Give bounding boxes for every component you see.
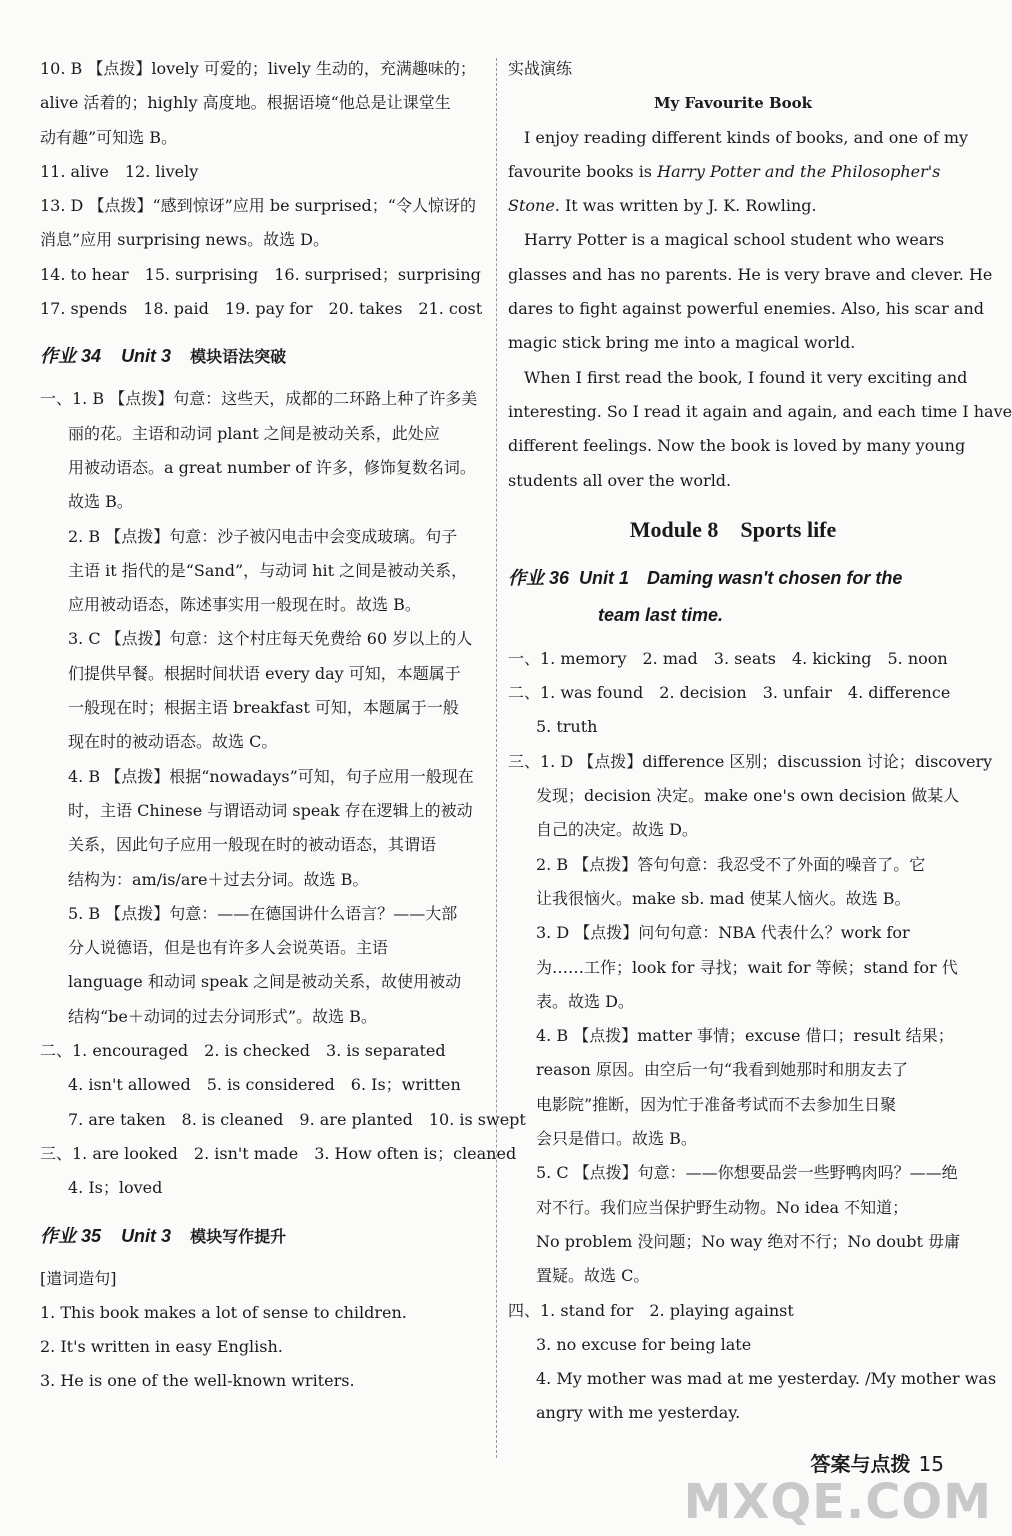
- answer-line: 现在时的被动语态。故选 C。: [68, 732, 278, 752]
- answer-line: 结构“be＋动词的过去分词形式”。故选 B。: [68, 1006, 377, 1026]
- answer-line: 4. isn't allowed 5. is considered 6. Is；written: [68, 1075, 461, 1095]
- answer-line: 一、1. B 【点拨】句意：这些天，成都的二环路上种了许多美: [40, 389, 478, 409]
- essay-paragraph: [508, 121, 969, 224]
- answer-line: 14. to hear 15. surprising 16. surprised；surprising: [40, 264, 481, 284]
- essay-line: When I first read the book, I found it very exciting and: [508, 367, 968, 387]
- answer-line: No problem 没问题；No way 绝对不行；No doubt 毋庸: [536, 1231, 961, 1251]
- answer-line: 一、1. memory 2. mad 3. seats 4. kicking 5. noon: [508, 648, 948, 668]
- page-footer: [811, 1448, 944, 1477]
- answer-line: 会只是借口。故选 B。: [536, 1129, 697, 1149]
- essay-line: I enjoy reading different kinds of books, and one of my: [508, 127, 969, 147]
- answer-block-34: [40, 382, 526, 1205]
- answer-line: reason 原因。由空后一句“我看到她那时和朋友去了: [536, 1060, 909, 1080]
- answer-line: 2. B 【点拨】答句句意：我忍受不了外面的噪音了。它: [536, 854, 926, 874]
- essay-line: different feelings. Now the book is loved by many young: [508, 436, 966, 456]
- essay-line: favourite books is Harry Potter and the Philosopher's: [508, 161, 941, 181]
- essay-line: students all over the world.: [508, 470, 732, 490]
- answer-line: 结构为：am/is/are＋过去分词。故选 B。: [68, 869, 369, 889]
- answer-line: angry with me yesterday.: [536, 1403, 741, 1423]
- answer-line: 二、1. encouraged 2. is checked 3. is separated: [40, 1041, 446, 1061]
- answer-line: 表。故选 D。: [536, 991, 634, 1011]
- answer-line: 自己的决定。故选 D。: [536, 820, 698, 840]
- answer-line: 4. Is；loved: [68, 1178, 163, 1198]
- essay-paragraph: [508, 361, 1012, 498]
- answer-line: language 和动词 speak 之间是被动关系，故使用被动: [68, 972, 462, 992]
- page-number: 15: [918, 1452, 944, 1476]
- homework-34-heading: 作业 34 Unit 3 模块语法突破: [40, 346, 287, 367]
- answer-line: 四、1. stand for 2. playing against: [508, 1300, 794, 1320]
- sentence-line: 2. It's written in easy English.: [40, 1337, 283, 1357]
- homework-35-heading: 作业 35 Unit 3 模块写作提升: [40, 1225, 287, 1246]
- module-title: Module 8 Sports life: [629, 516, 837, 542]
- answer-line: 消息”应用 surprising news。故选 D。: [40, 230, 329, 250]
- answer-block-35: [40, 1262, 488, 1399]
- essay-line: magic stick bring me into a magical world.: [508, 333, 856, 353]
- essay-line: interesting. So I read it again and again, and each time I have: [508, 401, 1012, 421]
- answer-line: 3. D 【点拨】问句句意：NBA 代表什么？work for: [536, 923, 910, 943]
- answer-line: 5. truth: [536, 717, 598, 737]
- answer-line: 4. B 【点拨】根据“nowadays”可知，句子应用一般现在: [68, 766, 474, 786]
- answer-line: 让我很恼火。make sb. mad 使某人恼火。故选 B。: [536, 888, 911, 908]
- essay-paragraph: [508, 223, 993, 360]
- essay-line: Harry Potter is a magical school student who wears: [508, 230, 945, 250]
- answer-line: 10. B 【点拨】lovely 可爱的；lively 生动的，充满趣味的；: [40, 59, 476, 78]
- essay-title: My Favourite Book: [653, 94, 813, 113]
- answer-line: 动有趣”可知选 B。: [40, 127, 178, 147]
- answer-line: 7. are taken 8. is cleaned 9. are planted 10. is swept: [68, 1109, 526, 1129]
- essay-body: [508, 121, 1012, 498]
- answer-line: 用被动语态。a great number of 许多，修饰复数名词。: [68, 457, 476, 477]
- answer-line: 3. no excuse for being late: [536, 1334, 752, 1354]
- footer-label: 答案与点拨: [810, 1452, 911, 1476]
- answer-line: 电影院”推断，因为忙于准备考试而不去参加生日聚: [536, 1094, 897, 1114]
- sentence-line: [遣词造句]: [40, 1268, 117, 1288]
- answer-line: 3. C 【点拨】句意：这个村庄每天免费给 60 岁以上的人: [68, 629, 473, 649]
- answer-line: 三、1. D 【点拨】difference 区别；discussion 讨论；discovery: [508, 751, 993, 771]
- watermark: MXQE.COM: [683, 1474, 992, 1530]
- answer-line: 们提供早餐。根据时间状语 every day 可知，本题属于: [68, 663, 461, 683]
- answer-block-36: [508, 642, 997, 1431]
- sentence-line: 3. He is one of the well-known writers.: [40, 1371, 355, 1391]
- answer-line: 应用被动语态，陈述事实用一般现在时。故选 B。: [68, 595, 421, 615]
- answer-line: 时，主语 Chinese 与谓语动词 speak 存在逻辑上的被动: [68, 800, 473, 820]
- answer-line: 对不行。我们应当保护野生动物。No idea 不知道；: [536, 1197, 909, 1217]
- answer-line: 二、1. was found 2. decision 3. unfair 4. difference: [508, 683, 951, 703]
- answer-line: 为……工作；look for 寻找；wait for 等候；stand for 代: [536, 957, 958, 977]
- answer-line: 关系，因此句子应用一般现在时的被动语态，其谓语: [68, 835, 437, 855]
- essay-line: glasses and has no parents. He is very brave and clever. He: [508, 264, 993, 284]
- answer-line: 11. alive 12. lively: [40, 161, 199, 181]
- answer-line: 故选 B。: [68, 492, 133, 512]
- answer-line: 5. C 【点拨】句意：——你想要品尝一些野鸭肉吗？——绝: [536, 1163, 958, 1183]
- answer-line: 13. D 【点拨】“感到惊讶”应用 be surprised；“令人惊讶的: [40, 196, 476, 216]
- answer-line: 一般现在时；根据主语 breakfast 可知，本题属于一般: [68, 698, 459, 718]
- answer-line: 4. My mother was mad at me yesterday. /My mother was: [536, 1369, 997, 1389]
- answer-line: 4. B 【点拨】matter 事情；excuse 借口；result 结果；: [536, 1026, 954, 1046]
- column-divider: [496, 58, 497, 1458]
- essay-line: dares to fight against powerful enemies. Also, his scar and: [508, 299, 984, 319]
- answer-line: 2. B 【点拨】句意：沙子被闪电击中会变成玻璃。句子: [68, 526, 458, 546]
- answer-line: 主语 it 指代的是“Sand”，与动词 hit 之间是被动关系，: [68, 560, 468, 580]
- answer-line: 丽的花。主语和动词 plant 之间是被动关系，此处应: [68, 423, 440, 443]
- section-label: 实战演练: [508, 59, 573, 78]
- answer-line: 5. B 【点拨】句意：——在德国讲什么语言？——大部: [68, 903, 458, 923]
- answer-line: 发现；decision 决定。make one's own decision 做某人: [536, 786, 960, 806]
- sentence-line: 1. This book makes a lot of sense to children.: [40, 1302, 407, 1322]
- essay-line: Stone. It was written by J. K. Rowling.: [508, 196, 817, 216]
- right-column: [508, 52, 1012, 1431]
- answer-line: 三、1. are looked 2. isn't made 3. How often is；cleaned: [40, 1143, 517, 1163]
- answer-line: 分人说德语，但是也有许多人会说英语。主语: [68, 938, 389, 958]
- answer-line: 置疑。故选 C。: [536, 1266, 650, 1286]
- answer-line: alive 活着的；highly 高度地。根据语境“他总是让课堂生: [40, 93, 451, 113]
- answer-block-33: [40, 52, 488, 326]
- answer-line: 17. spends 18. paid 19. pay for 20. takes 21. cost: [40, 299, 483, 319]
- homework-36-heading: 作业 36 Unit 1 Daming wasn't chosen for the team last time.: [508, 567, 903, 625]
- left-column: [40, 52, 526, 1399]
